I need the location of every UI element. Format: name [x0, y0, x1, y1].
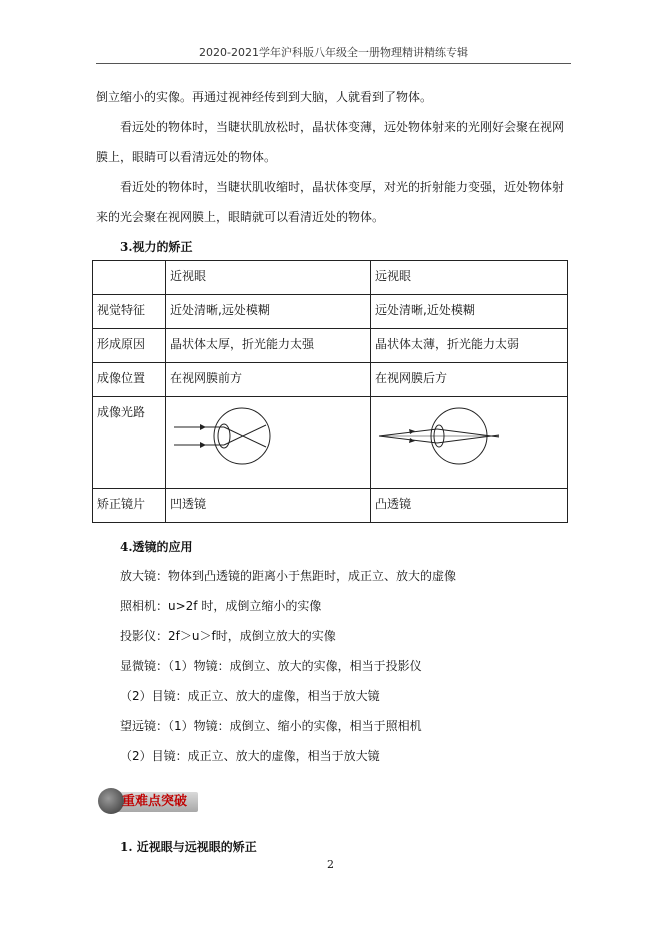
application-projector: 投影仪：2f＞u＞f时，成倒立放大的实像: [120, 629, 336, 643]
paragraph-3: 看近处的物体时，当睫状肌收缩时，晶状体变厚，对光的折射能力变强，近处物体射来的光会聚在视网膜上，眼睛就可以看清近处的物体。: [96, 180, 565, 224]
application-camera: 照相机：u>2f 时，成倒立缩小的实像: [120, 599, 322, 613]
body-text: [96, 82, 571, 232]
key-points-badge: [96, 786, 200, 816]
table-cell: 近处清晰,远处模糊: [166, 295, 371, 329]
table-cell: 在视网膜后方: [371, 363, 568, 397]
badge-label: 重难点突破: [122, 794, 188, 809]
myopia-eye-diagram: [170, 403, 290, 469]
table-cell: 晶状体太厚，折光能力太强: [166, 329, 371, 363]
page-header: 2020-2021学年沪科版八年级全一册物理精讲精练专辑: [96, 44, 571, 64]
table-row: [93, 397, 568, 489]
table-cell: 近视眼: [166, 261, 371, 295]
table-cell: [93, 261, 166, 295]
table-cell: 视觉特征: [93, 295, 166, 329]
hyperopia-eye-diagram: [375, 403, 505, 469]
application-microscope-objective: 显微镜：（1）物镜：成倒立、放大的实像，相当于投影仪: [120, 659, 422, 673]
hyperopia-ray-diagram-cell: [371, 397, 568, 489]
table-cell: 凹透镜: [166, 489, 371, 523]
section-heading-last: 1. 近视眼与远视眼的矫正: [120, 840, 257, 854]
table-cell: 在视网膜前方: [166, 363, 371, 397]
application-magnifier: 放大镜：物体到凸透镜的距离小于焦距时，成正立、放大的虚像: [120, 569, 457, 583]
application-telescope-objective: 望远镜：（1）物镜：成倒立、缩小的实像，相当于照相机: [120, 719, 422, 733]
table-cell: 凸透镜: [371, 489, 568, 523]
table-cell: 成像光路: [93, 397, 166, 489]
table-row: [93, 261, 568, 295]
table-cell: 晶状体太薄，折光能力太弱: [371, 329, 568, 363]
vision-correction-table: [92, 260, 568, 523]
table-cell: 远处清晰,近处模糊: [371, 295, 568, 329]
table-cell: 矫正镜片: [93, 489, 166, 523]
table-cell: 远视眼: [371, 261, 568, 295]
section-heading-4: 4.透镜的应用: [120, 540, 193, 554]
table-row: [93, 295, 568, 329]
section-heading-3: 3.视力的矫正: [120, 240, 193, 254]
table-row: [93, 329, 568, 363]
table-cell: 形成原因: [93, 329, 166, 363]
paragraph-2: 看远处的物体时，当睫状肌放松时，晶状体变薄，远处物体射来的光刚好会聚在视网膜上，眼睛可以看清远处的物体。: [96, 120, 565, 164]
badge-pen-icon: [98, 788, 124, 814]
table-row: [93, 489, 568, 523]
table-row: [93, 363, 568, 397]
application-microscope-eyepiece: （2）目镜：成正立、放大的虚像，相当于放大镜: [120, 689, 380, 703]
myopia-ray-diagram-cell: [166, 397, 371, 489]
page-number: 2: [327, 858, 334, 871]
application-telescope-eyepiece: （2）目镜：成正立、放大的虚像，相当于放大镜: [120, 749, 380, 763]
table-cell: 成像位置: [93, 363, 166, 397]
paragraph-1: 倒立缩小的实像。再通过视神经传到到大脑，人就看到了物体。: [96, 90, 433, 104]
